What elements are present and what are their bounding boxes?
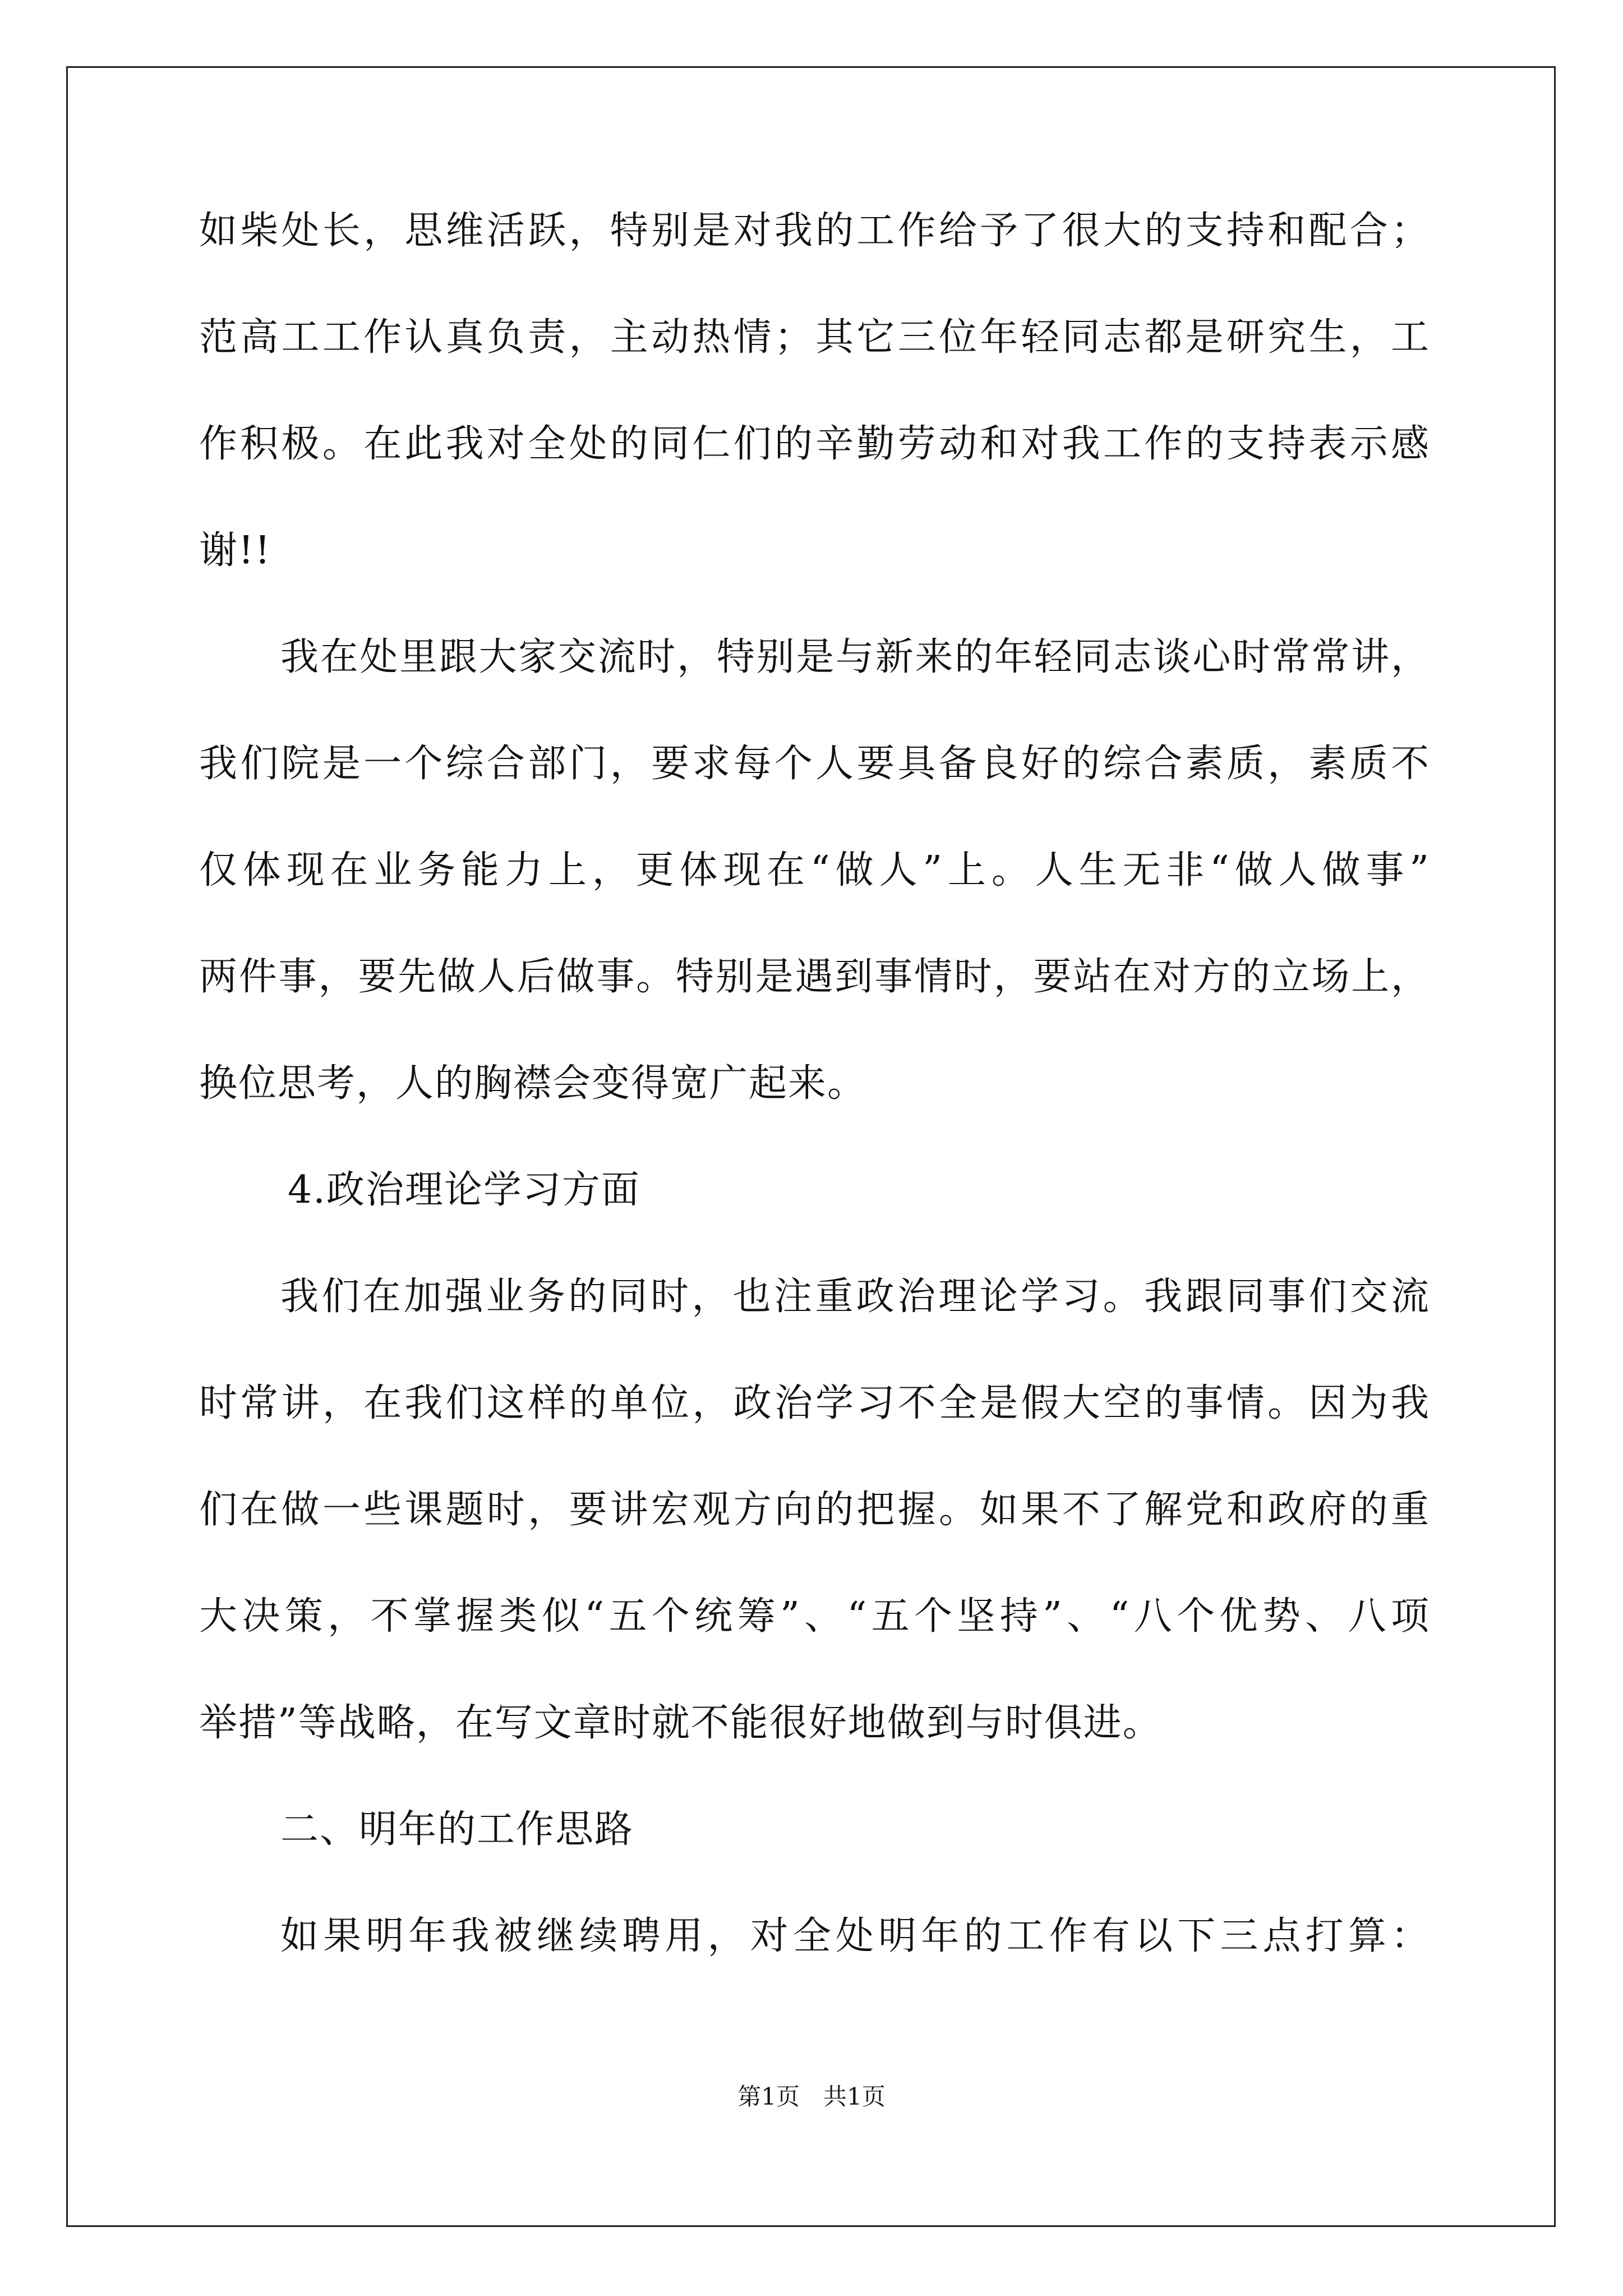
paragraph-line-2: 范高工工作认真负责，主动热情；其它三位年轻同志都是研究生，工 [199, 315, 1430, 360]
paragraph-line-3: 作积极。在此我对全处的同仁们的辛勤劳动和对我工作的支持表示感 [199, 422, 1430, 466]
paragraph-line-14: 大决策，不掌握类似“五个统筹”、“五个坚持”、“八个优势、八项 [199, 1594, 1430, 1639]
paragraph-line-12: 时常讲，在我们这样的单位，政治学习不全是假大空的事情。因为我 [199, 1381, 1430, 1425]
section-heading-next-year: 二、明年的工作思路 [280, 1807, 634, 1852]
paragraph-line-1: 如柴处长，思维活跃，特别是对我的工作给予了很大的支持和配合； [199, 209, 1430, 253]
paragraph-line-6: 我们院是一个综合部门，要求每个人要具备良好的综合素质，素质不 [199, 742, 1430, 786]
page-border [66, 66, 1556, 2227]
paragraph-line-8: 两件事，要先做人后做事。特别是遇到事情时，要站在对方的立场上， [199, 955, 1430, 999]
paragraph-line-9: 换位思考，人的胸襟会变得宽广起来。 [199, 1061, 867, 1106]
paragraph-line-13: 们在做一些课题时，要讲宏观方向的把握。如果不了解党和政府的重 [199, 1488, 1430, 1532]
section-heading-politics: 4.政治理论学习方面 [288, 1168, 640, 1212]
paragraph-line-17: 如果明年我被继续聘用，对全处明年的工作有以下三点打算： [280, 1914, 1430, 1958]
page-footer: 第1页 共1页 [737, 2083, 886, 2110]
paragraph-line-11: 我们在加强业务的同时，也注重政治理论学习。我跟同事们交流 [280, 1274, 1430, 1319]
paragraph-line-5: 我在处里跟大家交流时，特别是与新来的年轻同志谈心时常常讲， [280, 635, 1430, 679]
paragraph-line-7: 仅体现在业务能力上，更体现在“做人”上。人生无非“做人做事” [199, 848, 1430, 892]
paragraph-line-4: 谢!! [199, 528, 271, 573]
paragraph-line-15: 举措”等战略，在写文章时就不能很好地做到与时俱进。 [199, 1701, 1162, 1745]
